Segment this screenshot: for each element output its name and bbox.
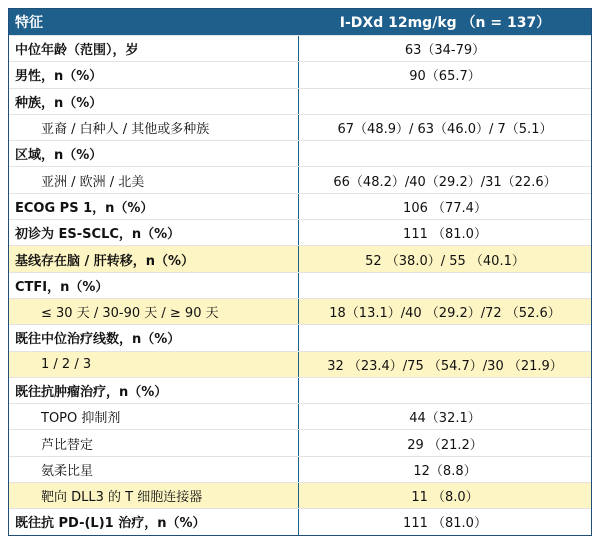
row-label: 既往中位治疗线数，n（%） xyxy=(9,325,299,350)
row-value: 18（13.1）/40 （29.2）/72 （52.6） xyxy=(329,306,561,322)
table-row xyxy=(9,377,591,403)
characteristics-table xyxy=(8,8,592,536)
table-row xyxy=(9,403,591,429)
row-value: 111 （81.0） xyxy=(403,227,487,243)
row-value: 29 （21.2） xyxy=(407,437,483,453)
row-label: 亚洲 / 欧洲 / 北美 xyxy=(9,167,299,192)
row-value: 32 （23.4）/75 （54.7）/30 （21.9） xyxy=(327,358,563,374)
table-row xyxy=(9,88,591,114)
table-row xyxy=(9,35,591,61)
table-row xyxy=(9,508,591,534)
table-row xyxy=(9,456,591,482)
row-label: 中位年龄（范围），岁 xyxy=(9,36,299,61)
row-value: 63（34-79） xyxy=(404,43,486,59)
table-row xyxy=(9,245,591,271)
row-value: 106 （77.4） xyxy=(403,200,487,216)
row-label: 初诊为 ES-SCLC，n（%） xyxy=(9,220,299,245)
row-value: 111 （81.0） xyxy=(403,516,487,532)
table-body xyxy=(9,35,591,535)
row-label: 种族，n（%） xyxy=(9,89,299,114)
row-value: 90（65.7） xyxy=(409,69,481,85)
row-label: 亚裔 / 白种人 / 其他或多种族 xyxy=(9,115,299,140)
table-header xyxy=(9,9,591,35)
row-value: 52 （38.0）/ 55 （40.1） xyxy=(365,253,525,269)
table-row xyxy=(9,114,591,140)
row-label: 芦比替定 xyxy=(9,430,299,455)
row-label: 既往抗肿瘤治疗，n（%） xyxy=(9,378,299,403)
row-label: TOPO 抑制剂 xyxy=(9,404,299,429)
row-label: 既往抗 PD-(L)1 治疗，n（%） xyxy=(9,509,299,534)
table-row xyxy=(9,140,591,166)
row-value: 44（32.1） xyxy=(409,411,481,427)
table-row xyxy=(9,166,591,192)
row-label: CTFI，n（%） xyxy=(9,273,299,298)
row-value: 66（48.2）/40（29.2）/31（22.6） xyxy=(333,174,557,190)
row-value: 12（8.8） xyxy=(413,463,477,479)
header-dose-group: I-DXd 12mg/kg （n = 137） xyxy=(339,15,551,31)
header-characteristic: 特征 xyxy=(15,15,43,31)
table-row xyxy=(9,61,591,87)
row-value: 11 （8.0） xyxy=(411,490,479,506)
table-row xyxy=(9,219,591,245)
row-value: 67（48.9）/ 63（46.0）/ 7（5.1） xyxy=(337,122,553,138)
row-label: ECOG PS 1，n（%） xyxy=(9,194,299,219)
table-row xyxy=(9,298,591,324)
table-row xyxy=(9,351,591,377)
table-row xyxy=(9,429,591,455)
row-label: 靶向 DLL3 的 T 细胞连接器 xyxy=(9,483,299,508)
row-label: 男性，n（%） xyxy=(9,62,299,87)
table-row xyxy=(9,272,591,298)
row-label: 基线存在脑 / 肝转移，n（%） xyxy=(9,246,299,271)
table-row xyxy=(9,193,591,219)
table-row xyxy=(9,482,591,508)
row-label: 1 / 2 / 3 xyxy=(9,352,299,377)
table-row xyxy=(9,324,591,350)
row-label: 区域，n（%） xyxy=(9,141,299,166)
row-label: ≤ 30 天 / 30-90 天 / ≥ 90 天 xyxy=(9,299,299,324)
row-label: 氨柔比星 xyxy=(9,457,299,482)
